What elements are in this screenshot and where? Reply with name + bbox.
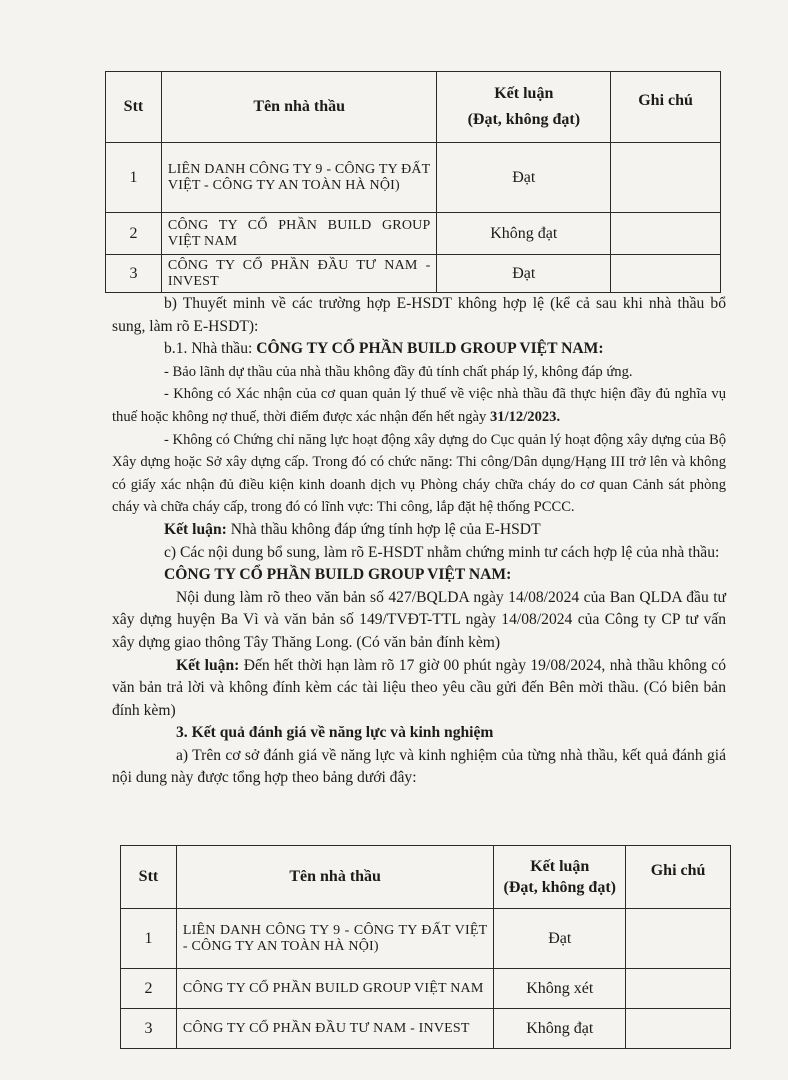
header-result: [437, 72, 611, 143]
header-name: Tên nhà thầu: [176, 846, 493, 909]
bullet-2-text: - Không có Xác nhận của cơ quan quản lý thuế về việc nhà thầu đã thực hiện đầy đủ nghĩa vụ thuế hoặc không nợ thuế, thời điểm được xác nhận đến hết ngày: [112, 386, 726, 425]
cell-name: LIÊN DANH CÔNG TY 9 - CÔNG TY ĐẤT VIỆT - CÔNG TY AN TOÀN HÀ NỘI): [161, 143, 437, 213]
cell-result: Đạt: [437, 143, 611, 213]
bullet-2: [112, 383, 726, 428]
cell-note: [611, 213, 721, 255]
cell-result: Không xét: [494, 969, 626, 1009]
bullet-3: - Không có Chứng chỉ năng lực hoạt động xây dựng do Cục quản lý hoạt động xây dựng của Bộ Xây dựng hoặc Sở xây dựng cấp. Trong đó có chức năng: Thi công/Dân dụng/Hạng III trở lên và không có giấy xác nhận đủ điều kiện kinh doanh dịch vụ Phòng cháy chữa cháy do cơ quan Cảnh sát phòng cháy và chữa cháy cấp, trong đó có lĩnh vực: Thi công, lắp đặt hệ thống PCCC.: [112, 431, 726, 516]
cell-stt: 2: [121, 969, 177, 1009]
cell-note: [611, 143, 721, 213]
table-row: [121, 1009, 731, 1049]
table-row: [106, 143, 721, 213]
body-text: [112, 293, 726, 790]
cell-result: Đạt: [494, 909, 626, 969]
cell-result: Không đạt: [437, 213, 611, 255]
cell-name: CÔNG TY CỔ PHẦN BUILD GROUP VIỆT NAM: [161, 213, 437, 255]
b1-company-name: CÔNG TY CỔ PHẦN BUILD GROUP VIỆT NAM:: [256, 340, 604, 358]
table-header-row: [121, 846, 731, 909]
cell-name: CÔNG TY CỔ PHẦN ĐẦU TƯ NAM - INVEST: [161, 255, 437, 293]
header-name: Tên nhà thầu: [161, 72, 437, 143]
table-row: [121, 909, 731, 969]
conclusion-2-label: Kết luận:: [176, 656, 240, 674]
cell-result: Không đạt: [494, 1009, 626, 1049]
conclusion-1-label: Kết luận:: [164, 520, 227, 538]
cell-name: LIÊN DANH CÔNG TY 9 - CÔNG TY ĐẤT VIỆT - CÔNG TY AN TOÀN HÀ NỘI): [176, 909, 493, 969]
header-result: [494, 846, 626, 909]
header-result-line2: (Đạt, không đạt): [467, 111, 581, 128]
paragraph-b: b) Thuyết minh về các trường hợp E-HSDT không hợp lệ (kể cả sau khi nhà thầu bổ sung, làm rõ E-HSDT):: [112, 295, 726, 335]
paragraph-a: a) Trên cơ sở đánh giá về năng lực và kinh nghiệm của từng nhà thầu, kết quả đánh giá nội dung này được tổng hợp theo bảng dưới đây:: [112, 746, 726, 787]
table-row: [106, 255, 721, 293]
clarification-paragraph: Nội dung làm rõ theo văn bản số 427/BQLDA ngày 14/08/2024 của Ban QLDA đầu tư xây dựng huyện Ba Vì và văn bản số 149/TVĐT-TTL ngày 14/08/2024 của Công ty CP tư vấn xây dựng giao thông Tây Thăng Long. (Có văn bản đính kèm): [112, 588, 726, 651]
cell-note: [626, 969, 731, 1009]
header-note: Ghi chú: [611, 72, 721, 143]
capability-table: [120, 845, 731, 1049]
company-heading: CÔNG TY CỔ PHẦN BUILD GROUP VIỆT NAM:: [164, 566, 512, 584]
cell-stt: 1: [121, 909, 177, 969]
b1-label: b.1. Nhà thầu:: [164, 340, 257, 358]
cell-note: [626, 909, 731, 969]
cell-stt: 1: [106, 143, 162, 213]
cell-result: Đạt: [437, 255, 611, 293]
section-3-heading: 3. Kết quả đánh giá về năng lực và kinh nghiệm: [176, 724, 494, 742]
cell-stt: 2: [106, 213, 162, 255]
cell-stt: 3: [121, 1009, 177, 1049]
cell-stt: 3: [106, 255, 162, 293]
cell-name: CÔNG TY CỔ PHẦN ĐẦU TƯ NAM - INVEST: [176, 1009, 493, 1049]
header-result-line1: Kết luận: [530, 857, 590, 875]
bullet-2-date: 31/12/2023.: [489, 408, 561, 425]
table-row: [121, 969, 731, 1009]
header-note: Ghi chú: [626, 846, 731, 909]
cell-name: CÔNG TY CỔ PHẦN BUILD GROUP VIỆT NAM: [176, 969, 493, 1009]
conclusion-2-text: Đến hết thời hạn làm rõ 17 giờ 00 phút ngày 19/08/2024, nhà thầu không có văn bản trả lời và không đính kèm các tài liệu theo yêu cầu gửi đến Bên mời thầu. (Có biên bản đính kèm): [112, 656, 727, 719]
header-result-line1: Kết luận: [494, 85, 554, 102]
table-header-row: [106, 72, 721, 143]
cell-note: [611, 255, 721, 293]
paragraph-c: c) Các nội dung bổ sung, làm rõ E-HSDT nhằm chứng minh tư cách hợp lệ của nhà thầu:: [164, 543, 720, 561]
table-row: [106, 213, 721, 255]
header-stt: Stt: [106, 72, 162, 143]
cell-note: [626, 1009, 731, 1049]
eligibility-table: [105, 71, 721, 293]
header-stt: Stt: [121, 846, 177, 909]
bullet-1: - Bảo lãnh dự thầu của nhà thầu không đầy đủ tính chất pháp lý, không đáp ứng.: [164, 363, 633, 380]
conclusion-1-text: Nhà thầu không đáp ứng tính hợp lệ của E-HSDT: [226, 520, 541, 538]
header-result-line2: (Đạt, không đạt): [503, 878, 616, 896]
